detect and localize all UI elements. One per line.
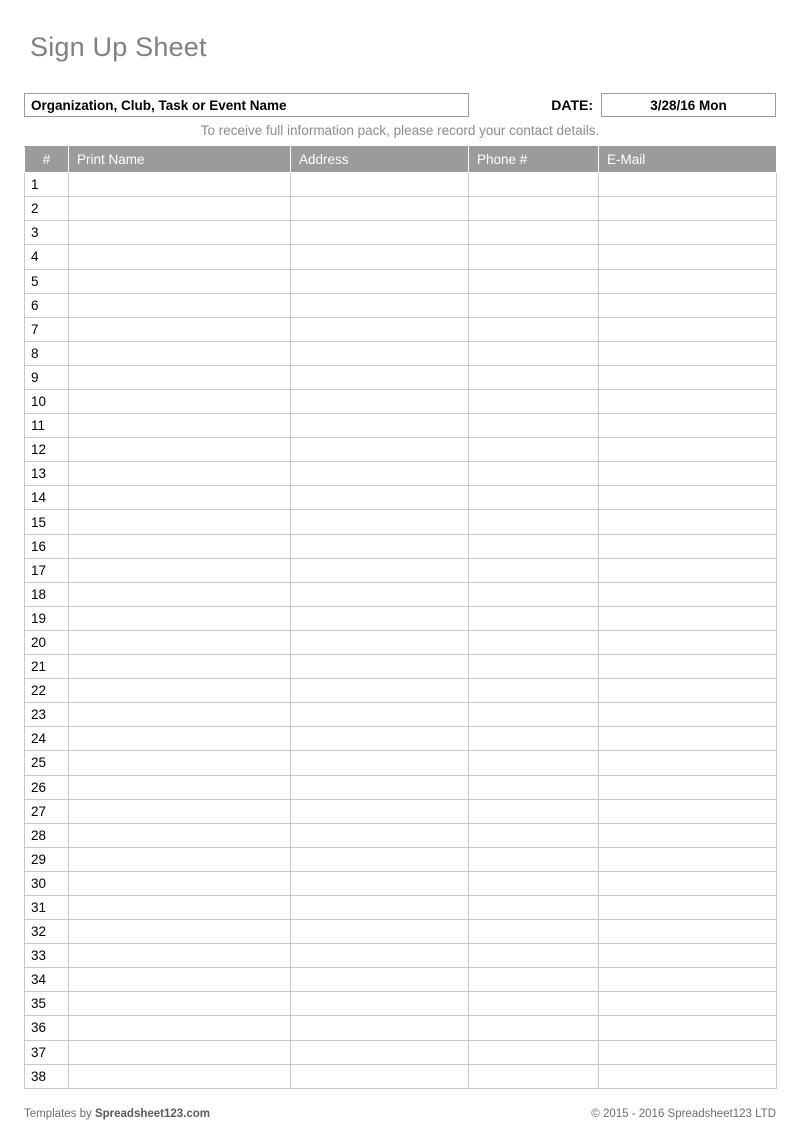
cell-address[interactable] [291, 920, 469, 944]
cell-print-name[interactable] [69, 1064, 291, 1088]
cell-email[interactable] [599, 486, 777, 510]
table-row [25, 847, 777, 871]
cell-address[interactable] [291, 606, 469, 630]
column-header-print-name: Print Name [69, 147, 291, 173]
cell-address[interactable] [291, 438, 469, 462]
cell-phone[interactable] [469, 1064, 599, 1088]
cell-address[interactable] [291, 269, 469, 293]
cell-phone[interactable] [469, 221, 599, 245]
cell-phone[interactable] [469, 197, 599, 221]
table-row [25, 341, 777, 365]
row-number: 34 [25, 968, 69, 992]
cell-print-name[interactable] [69, 221, 291, 245]
row-number: 4 [25, 245, 69, 269]
cell-email[interactable] [599, 534, 777, 558]
cell-phone[interactable] [469, 823, 599, 847]
cell-phone[interactable] [469, 173, 599, 197]
cell-address[interactable] [291, 823, 469, 847]
cell-print-name[interactable] [69, 1016, 291, 1040]
date-field[interactable] [601, 93, 776, 117]
cell-address[interactable] [291, 486, 469, 510]
cell-phone[interactable] [469, 992, 599, 1016]
cell-address[interactable] [291, 510, 469, 534]
table-row [25, 1040, 777, 1064]
cell-email[interactable] [599, 655, 777, 679]
cell-print-name[interactable] [69, 823, 291, 847]
cell-email[interactable] [599, 944, 777, 968]
row-number: 1 [25, 173, 69, 197]
cell-print-name[interactable] [69, 920, 291, 944]
cell-email[interactable] [599, 245, 777, 269]
cell-email[interactable] [599, 992, 777, 1016]
cell-email[interactable] [599, 221, 777, 245]
cell-address[interactable] [291, 847, 469, 871]
cell-print-name[interactable] [69, 679, 291, 703]
table-row [25, 365, 777, 389]
table-row [25, 895, 777, 919]
cell-print-name[interactable] [69, 197, 291, 221]
cell-print-name[interactable] [69, 895, 291, 919]
footer [24, 1108, 776, 1120]
cell-phone[interactable] [469, 679, 599, 703]
cell-print-name[interactable] [69, 245, 291, 269]
row-number: 6 [25, 293, 69, 317]
table-row [25, 823, 777, 847]
table-body [25, 173, 777, 1089]
organization-field[interactable] [24, 93, 469, 117]
row-number: 14 [25, 486, 69, 510]
cell-print-name[interactable] [69, 751, 291, 775]
cell-address[interactable] [291, 173, 469, 197]
cell-address[interactable] [291, 775, 469, 799]
cell-address[interactable] [291, 727, 469, 751]
cell-print-name[interactable] [69, 871, 291, 895]
cell-phone[interactable] [469, 655, 599, 679]
cell-email[interactable] [599, 606, 777, 630]
table-row [25, 799, 777, 823]
cell-phone[interactable] [469, 582, 599, 606]
cell-phone[interactable] [469, 871, 599, 895]
row-number: 31 [25, 895, 69, 919]
cell-address[interactable] [291, 341, 469, 365]
table-row [25, 558, 777, 582]
table-row [25, 1064, 777, 1088]
row-number: 8 [25, 341, 69, 365]
row-number: 30 [25, 871, 69, 895]
cell-print-name[interactable] [69, 630, 291, 654]
cell-address[interactable] [291, 293, 469, 317]
cell-email[interactable] [599, 365, 777, 389]
table-row [25, 655, 777, 679]
cell-email[interactable] [599, 390, 777, 414]
sign-up-table [24, 146, 777, 1089]
cell-address[interactable] [291, 968, 469, 992]
cell-address[interactable] [291, 558, 469, 582]
cell-address[interactable] [291, 365, 469, 389]
row-number: 20 [25, 630, 69, 654]
cell-print-name[interactable] [69, 775, 291, 799]
cell-phone[interactable] [469, 317, 599, 341]
table-row [25, 269, 777, 293]
cell-phone[interactable] [469, 341, 599, 365]
row-number: 10 [25, 390, 69, 414]
cell-phone[interactable] [469, 558, 599, 582]
cell-email[interactable] [599, 414, 777, 438]
cell-email[interactable] [599, 799, 777, 823]
cell-email[interactable] [599, 197, 777, 221]
cell-address[interactable] [291, 1040, 469, 1064]
cell-email[interactable] [599, 703, 777, 727]
cell-email[interactable] [599, 293, 777, 317]
cell-address[interactable] [291, 317, 469, 341]
cell-phone[interactable] [469, 438, 599, 462]
column-header-email: E-Mail [599, 147, 777, 173]
organization-field-value: Organization, Club, Task or Event Name [31, 97, 287, 113]
cell-phone[interactable] [469, 895, 599, 919]
cell-print-name[interactable] [69, 655, 291, 679]
cell-email[interactable] [599, 269, 777, 293]
table-row [25, 968, 777, 992]
cell-address[interactable] [291, 655, 469, 679]
cell-email[interactable] [599, 775, 777, 799]
cell-print-name[interactable] [69, 365, 291, 389]
cell-print-name[interactable] [69, 944, 291, 968]
cell-print-name[interactable] [69, 173, 291, 197]
row-number: 12 [25, 438, 69, 462]
cell-email[interactable] [599, 438, 777, 462]
date-group [551, 93, 776, 117]
cell-phone[interactable] [469, 390, 599, 414]
cell-address[interactable] [291, 462, 469, 486]
cell-print-name[interactable] [69, 582, 291, 606]
page-title: Sign Up Sheet [30, 32, 207, 63]
sign-up-sheet-page [0, 18, 800, 1132]
cell-email[interactable] [599, 173, 777, 197]
cell-print-name[interactable] [69, 510, 291, 534]
row-number: 38 [25, 1064, 69, 1088]
table-row [25, 173, 777, 197]
cell-print-name[interactable] [69, 462, 291, 486]
cell-email[interactable] [599, 582, 777, 606]
column-header-phone: Phone # [469, 147, 599, 173]
row-number: 16 [25, 534, 69, 558]
cell-print-name[interactable] [69, 847, 291, 871]
cell-phone[interactable] [469, 727, 599, 751]
cell-email[interactable] [599, 920, 777, 944]
row-number: 32 [25, 920, 69, 944]
cell-email[interactable] [599, 895, 777, 919]
row-number: 11 [25, 414, 69, 438]
table-row [25, 510, 777, 534]
cell-print-name[interactable] [69, 534, 291, 558]
cell-print-name[interactable] [69, 269, 291, 293]
cell-phone[interactable] [469, 462, 599, 486]
table-row [25, 414, 777, 438]
cell-address[interactable] [291, 944, 469, 968]
cell-address[interactable] [291, 245, 469, 269]
cell-phone[interactable] [469, 606, 599, 630]
cell-email[interactable] [599, 1040, 777, 1064]
cell-print-name[interactable] [69, 968, 291, 992]
cell-print-name[interactable] [69, 486, 291, 510]
row-number: 29 [25, 847, 69, 871]
cell-email[interactable] [599, 510, 777, 534]
column-header-number: # [25, 147, 69, 173]
row-number: 24 [25, 727, 69, 751]
cell-email[interactable] [599, 317, 777, 341]
footer-left-prefix: Templates by [24, 1108, 95, 1121]
row-number: 17 [25, 558, 69, 582]
cell-print-name[interactable] [69, 558, 291, 582]
row-number: 5 [25, 269, 69, 293]
table-row [25, 390, 777, 414]
table-row [25, 221, 777, 245]
cell-email[interactable] [599, 823, 777, 847]
row-number: 21 [25, 655, 69, 679]
table-row [25, 486, 777, 510]
cell-email[interactable] [599, 341, 777, 365]
cell-phone[interactable] [469, 414, 599, 438]
cell-phone[interactable] [469, 1040, 599, 1064]
cell-address[interactable] [291, 703, 469, 727]
table-row [25, 775, 777, 799]
row-number: 3 [25, 221, 69, 245]
instruction-text: To receive full information pack, please record your contact details. [200, 123, 600, 139]
table-row [25, 534, 777, 558]
row-number: 23 [25, 703, 69, 727]
table-row [25, 944, 777, 968]
cell-phone[interactable] [469, 486, 599, 510]
cell-print-name[interactable] [69, 727, 291, 751]
table-header [25, 147, 777, 173]
cell-print-name[interactable] [69, 414, 291, 438]
date-label: DATE: [551, 97, 593, 114]
cell-phone[interactable] [469, 1016, 599, 1040]
cell-phone[interactable] [469, 847, 599, 871]
cell-phone[interactable] [469, 245, 599, 269]
cell-email[interactable] [599, 462, 777, 486]
table-header-row [25, 147, 777, 173]
cell-email[interactable] [599, 1016, 777, 1040]
row-number: 19 [25, 606, 69, 630]
table-row [25, 438, 777, 462]
table-row [25, 630, 777, 654]
cell-phone[interactable] [469, 799, 599, 823]
cell-email[interactable] [599, 847, 777, 871]
footer-copyright: © 2015 - 2016 Spreadsheet123 LTD [591, 1108, 776, 1121]
cell-phone[interactable] [469, 510, 599, 534]
cell-phone[interactable] [469, 920, 599, 944]
cell-phone[interactable] [469, 703, 599, 727]
row-number: 7 [25, 317, 69, 341]
cell-phone[interactable] [469, 968, 599, 992]
row-number: 15 [25, 510, 69, 534]
meta-row [24, 93, 776, 117]
cell-phone[interactable] [469, 775, 599, 799]
footer-left [24, 1108, 210, 1120]
table-row [25, 920, 777, 944]
table-row [25, 245, 777, 269]
cell-phone[interactable] [469, 534, 599, 558]
row-number: 33 [25, 944, 69, 968]
row-number: 37 [25, 1040, 69, 1064]
cell-email[interactable] [599, 727, 777, 751]
table-row [25, 679, 777, 703]
table-row [25, 462, 777, 486]
cell-print-name[interactable] [69, 438, 291, 462]
cell-email[interactable] [599, 679, 777, 703]
cell-address[interactable] [291, 534, 469, 558]
row-number: 35 [25, 992, 69, 1016]
table-row [25, 871, 777, 895]
cell-address[interactable] [291, 799, 469, 823]
cell-phone[interactable] [469, 293, 599, 317]
cell-phone[interactable] [469, 751, 599, 775]
cell-email[interactable] [599, 630, 777, 654]
cell-address[interactable] [291, 197, 469, 221]
cell-print-name[interactable] [69, 341, 291, 365]
cell-print-name[interactable] [69, 1040, 291, 1064]
cell-address[interactable] [291, 582, 469, 606]
row-number: 2 [25, 197, 69, 221]
table-row [25, 197, 777, 221]
row-number: 13 [25, 462, 69, 486]
footer-brand-link[interactable]: Spreadsheet123.com [94, 1108, 211, 1121]
cell-email[interactable] [599, 968, 777, 992]
column-header-address: Address [291, 147, 469, 173]
row-number: 22 [25, 679, 69, 703]
cell-print-name[interactable] [69, 992, 291, 1016]
row-number: 27 [25, 799, 69, 823]
table-row [25, 751, 777, 775]
table-row [25, 293, 777, 317]
cell-print-name[interactable] [69, 799, 291, 823]
cell-email[interactable] [599, 1064, 777, 1088]
cell-address[interactable] [291, 1064, 469, 1088]
cell-address[interactable] [291, 630, 469, 654]
row-number: 9 [25, 365, 69, 389]
table-row [25, 317, 777, 341]
cell-email[interactable] [599, 751, 777, 775]
cell-print-name[interactable] [69, 703, 291, 727]
cell-address[interactable] [291, 390, 469, 414]
cell-address[interactable] [291, 751, 469, 775]
row-number: 36 [25, 1016, 69, 1040]
cell-print-name[interactable] [69, 390, 291, 414]
cell-address[interactable] [291, 221, 469, 245]
cell-address[interactable] [291, 1016, 469, 1040]
table-row [25, 727, 777, 751]
row-number: 25 [25, 751, 69, 775]
row-number: 26 [25, 775, 69, 799]
cell-address[interactable] [291, 992, 469, 1016]
cell-print-name[interactable] [69, 293, 291, 317]
cell-email[interactable] [599, 558, 777, 582]
row-number: 18 [25, 582, 69, 606]
cell-address[interactable] [291, 414, 469, 438]
cell-phone[interactable] [469, 944, 599, 968]
date-field-value: 3/28/16 Mon [650, 97, 727, 113]
cell-print-name[interactable] [69, 606, 291, 630]
table-row [25, 1016, 777, 1040]
table-row [25, 582, 777, 606]
cell-phone[interactable] [469, 630, 599, 654]
table-row [25, 992, 777, 1016]
table-row [25, 606, 777, 630]
table-row [25, 703, 777, 727]
cell-email[interactable] [599, 871, 777, 895]
cell-print-name[interactable] [69, 317, 291, 341]
cell-address[interactable] [291, 871, 469, 895]
cell-phone[interactable] [469, 365, 599, 389]
cell-phone[interactable] [469, 269, 599, 293]
cell-address[interactable] [291, 679, 469, 703]
row-number: 28 [25, 823, 69, 847]
cell-address[interactable] [291, 895, 469, 919]
